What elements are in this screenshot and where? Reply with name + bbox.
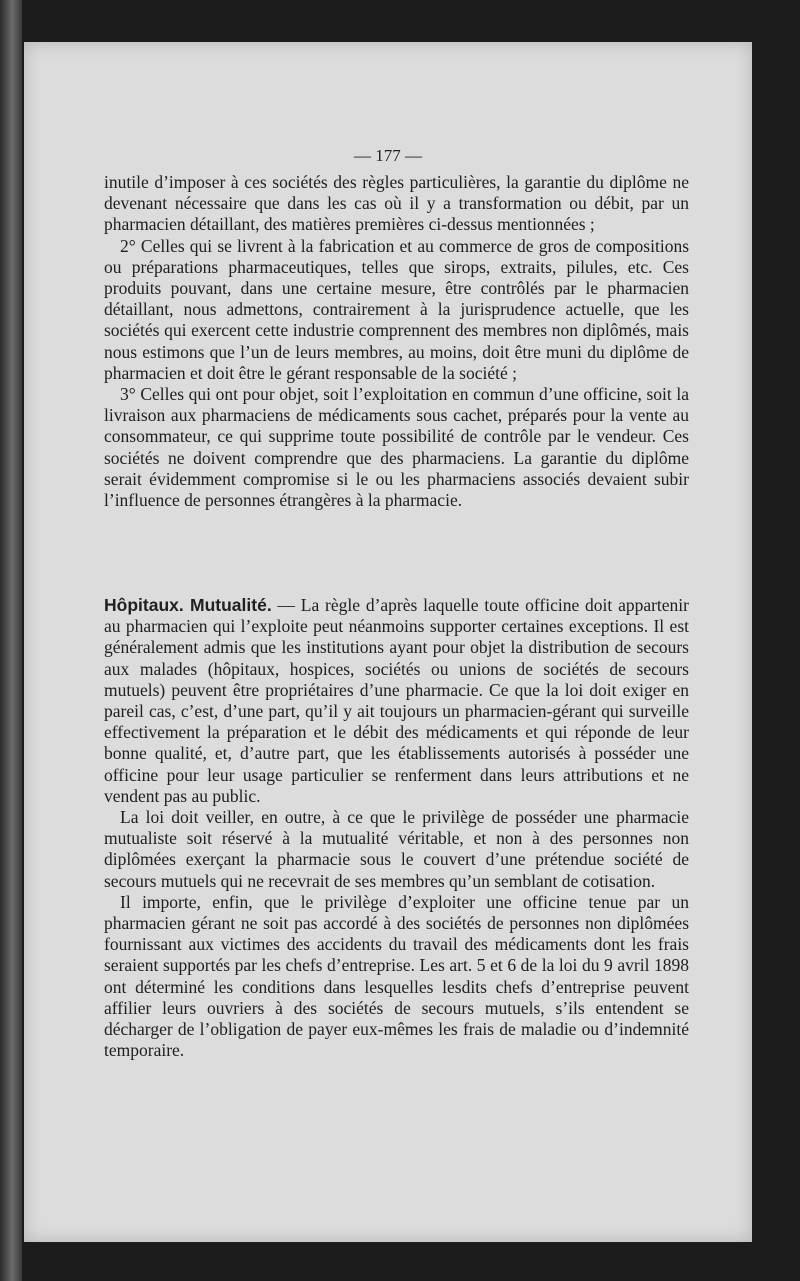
section-heading: Hôpitaux. Mutualité. <box>104 595 272 615</box>
paragraph: La loi doit veiller, en outre, à ce que le privilège de posséder une pharmacie mutualiste soit réservé à la mutualité véritable, et non à des personnes non diplômées exerçant la pharmacie sous le couvert d’une prétendue société de secours mutuels qui ne recevrait de ses membres qu’un semblant de cotisation. <box>104 807 689 891</box>
paragraph: 2° Celles qui se livrent à la fabrication et au commerce de gros de compositions ou préparations pharmaceutiques, telles que sirops, extraits, pilules, etc. Ces produits pouvant, dans une certaine mesure, être contrôlés par le pharmacien détaillant, nous admettons, contrairement à la jurisprudence actuelle, que les sociétés qui exercent cette industrie comprennent des membres non diplômés, mais nous estimons que l’un de leurs membres, au moins, doit être muni du diplôme de pharmacien et doit être le gérant responsable de la société ; <box>104 235 689 383</box>
book-edge <box>0 0 22 1281</box>
book-page <box>24 42 752 1242</box>
paragraph: 3° Celles qui ont pour objet, soit l’exploitation en commun d’une officine, soit la livraison aux pharmaciens de médicaments sous cachet, préparés pour la vente au consommateur, ce qui supprime toute possibilité de contrôle par le vendeur. Ces sociétés ne doivent comprendre que des pharmaciens. La garantie du diplôme serait évidemment compromise si le ou les pharmaciens associés devaient subir l’influence de personnes étrangères à la pharmacie. <box>104 384 689 511</box>
paragraph: inutile d’imposer à ces sociétés des règles particulières, la garantie du diplôme ne devenant nécessaire que dans les cas où il y a transformation ou débit, par un pharmacien détaillant, des matières premières ci-dessus mentionnées ; <box>104 172 689 235</box>
paragraph: Il importe, enfin, que le privilège d’exploiter une officine tenue par un pharmacien gérant ne soit pas accordé à des sociétés de personnes non diplômées fournissant aux victimes des accidents du travail des médicaments dont les frais seraient supportés par les chefs d’entreprise. Les art. 5 et 6 de la loi du 9 avril 1898 ont déterminé les conditions dans lesquelles lesdits chefs d’entreprise peuvent affilier leurs ouvriers à des sociétés de secours mutuels, s’ils entendent se décharger de l’obligation de payer eux-mêmes les frais de maladie ou d’indemnité temporaire. <box>104 891 689 1061</box>
page-number: — 177 — <box>354 146 422 165</box>
paragraph <box>104 595 689 807</box>
text-section-2 <box>104 595 689 1061</box>
paragraph-text: — La règle d’après laquelle toute officine doit appartenir au pharmacien qui l’exploite peut néanmoins supporter certaines exceptions. Il est généralement admis que les institutions ayant pour objet la distribution de secours aux malades (hôpitaux, hospices, sociétés ou unions de sociétés de secours mutuels) peuvent être propriétaires d’une pharmacie. Ce que la loi doit exiger en pareil cas, c’est, d’une part, qu’il y ait toujours un pharmacien-gérant qui surveille effectivement la préparation et le débit des médicaments et qui réponde de leur bonne qualité, et, d’autre part, que les établissements autorisés à posséder une officine pour leur usage particulier se renferment dans leurs attributions et ne vendent pas au public. <box>104 595 689 806</box>
text-section-1 <box>104 172 689 511</box>
